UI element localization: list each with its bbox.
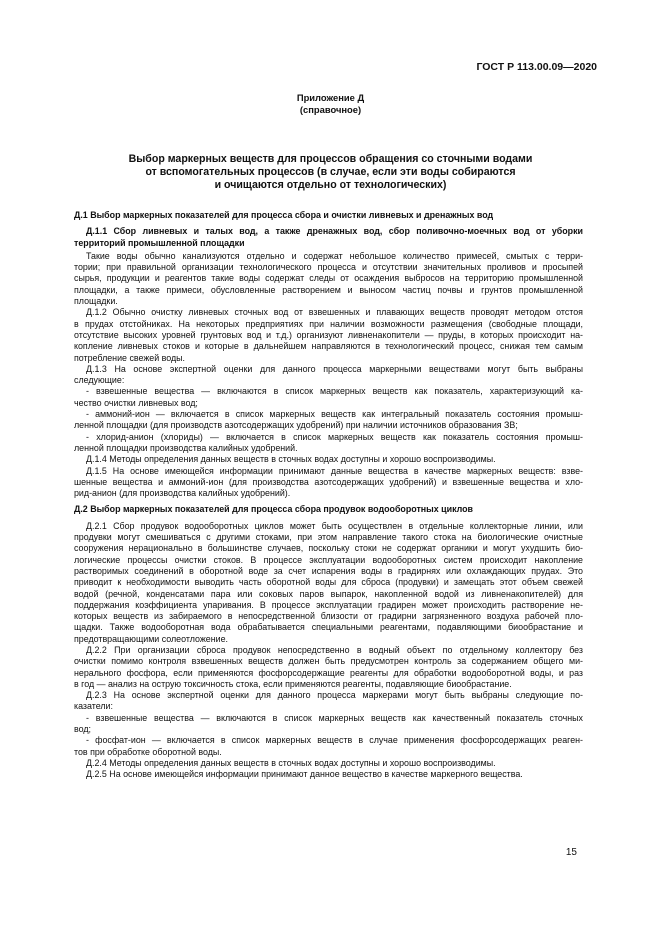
list-item: - аммоний-ион — включается в список маркерных веществ как интегральный показатель состояния промыш- ленной площадки (для производств азотсодержащих удобрений) при наличии источников образования ЗВ; (74, 409, 583, 431)
list-item: - фосфат-ион — включается в список маркерных веществ в случае применения фосфорсодержащих реаген- тов при обработке оборотной воды. (74, 735, 583, 757)
paragraph: Д.2.3 На основе экспертной оценки для данного процесса маркерами могут быть выбраны следующие по- казатели: (74, 690, 583, 712)
paragraph: Д.1.4 Методы определения данных веществ в сточных водах доступны и хорошо воспроизводимы. (86, 454, 496, 465)
paragraph: Такие воды обычно канализуются отдельно и содержат небольшое количество примесей, смытых с терри- тории; при правильной организации технологического процесса и отсутствии значительных проливов и просыпей сырья, продукции и реагентов такие воды содержат следы от осаждения выбросов на территорию промышленной площадки, а также примеси, обусловленные растворением и выносом частиц почвы и грунтов промышленной площадки. (74, 250, 583, 307)
title-line: от вспомогательных процессов (в случае, если эти воды собираются (145, 166, 516, 179)
page-number: 15 (565, 847, 577, 858)
paragraph: Д.2.5 На основе имеющейся информации принимают данное вещество в качестве маркерного вещества. (86, 769, 523, 780)
appendix-label (0, 92, 661, 116)
paragraph: Д.2.1 Сбор продувок водооборотных циклов может быть осуществлен в отдельные коллекторные линии, или продувки могут смешиваться с другими стоками, при этом направление такого стока на биологические очистные сооружения нерационально в большинстве случаев, поскольку стоки не содержат органики и могут ухудшить био- логические процессы очистки стоков. В процессе эксплуатации водооборотных систем происходит накопление растворимых соединений в оборотной воде за счет испарения воды в градирнях или охлаждающих прудах. Это приводит к необходимости выводить часть оборотной воды для сброса (продувки) и замещать этот объем свежей водой (речной, конденсатами пара или соковых паров выпарок, накопленной водой из ливненакопителей) для поддержания коэффициента упаривания. В процессе эксплуатации градирен может происходить растворение не- которых веществ из забираемого в непосредственной близости от градирни загрязненного воздуха рабочей пло- щадки. Также водооборотная вода обрабатывается специальными реагентами, подавляющими биообрастание и предотвращающими солеотложение. (74, 520, 583, 644)
paragraph: Д.1.2 Обычно очистку ливневых сточных вод от взвешенных и плавающих веществ проводят методом отстоя в прудах отстойниках. На некоторых предприятиях при наличии возможности размещения (свободные площади, отсутствие высоких уровней грунтовых вод и т.д.) организуют ливненакопители — пруды, в которых происходит на- копление ливневых стоков и которые в дальнейшем направляются в технологический процесс, снижая тем самым потребление свежей воды. (74, 307, 583, 363)
paragraph: Д.2.4 Методы определения данных веществ в сточных водах доступны и хорошо воспроизводимы. (86, 757, 496, 768)
appendix-title: Приложение Д (296, 92, 365, 103)
title-line: Выбор маркерных веществ для процессов обращения со сточными водами (128, 153, 533, 165)
list-item: - взвешенные вещества — включаются в список маркерных веществ как показатель, характеризующий ка- чество очистки ливневых вод; (74, 386, 583, 408)
document-body (74, 210, 583, 781)
paragraph: Д.1.3 На основе экспертной оценки для данного процесса маркерными веществами могут быть выбраны следующие: (74, 363, 583, 386)
list-item: - хлорид-анион (хлориды) — включается в список маркерных веществ как показатель состояния промыш- ленной площадки производства калийных удобрений. (74, 431, 583, 453)
title-line: и очищаются отдельно от технологических) (214, 179, 447, 192)
list-item: - взвешенные вещества — включаются в список маркерных веществ как качественный показатель сточных вод; (74, 712, 583, 735)
section-heading: Д.2 Выбор маркерных показателей для процесса сбора продувок водооборотных циклов (74, 504, 474, 515)
page-title (90, 153, 571, 193)
paragraph: Д.1.5 На основе имеющейся информации принимают данные вещества в качестве маркерных веществ: взве- шенные вещества и аммоний-ион (для производства азотсодержащих удобрений) и взвешенные вещества и хло- рид-анион (для производства калийных удобрений). (74, 465, 583, 499)
appendix-type: (справочное) (299, 104, 362, 115)
section-heading: Д.1 Выбор маркерных показателей для процесса сбора и очистки ливневых и дренажных вод (74, 210, 494, 220)
standard-code: ГОСТ Р 113.00.09—2020 (476, 61, 597, 73)
paragraph: Д.2.2 При организации сброса продувок непосредственно в водный объект по отдельному коллектору без очистки помимо контроля взвешенных веществ должен быть предусмотрен контроль за содержанием общего ми- нерального фосфора, если применяются фосфорсодержащие реагенты для обработки водооборотной воды, и раз в год — анализ на острую токсичность стока, если применяются реагенты, подавляющие биообрастание. (74, 644, 583, 689)
subsection-heading: Д.1.1 Сбор ливневых и талых вод, а также дренажных вод, сбор поливочно-моечных вод от уборки территорий промышленной площадки (74, 226, 583, 248)
